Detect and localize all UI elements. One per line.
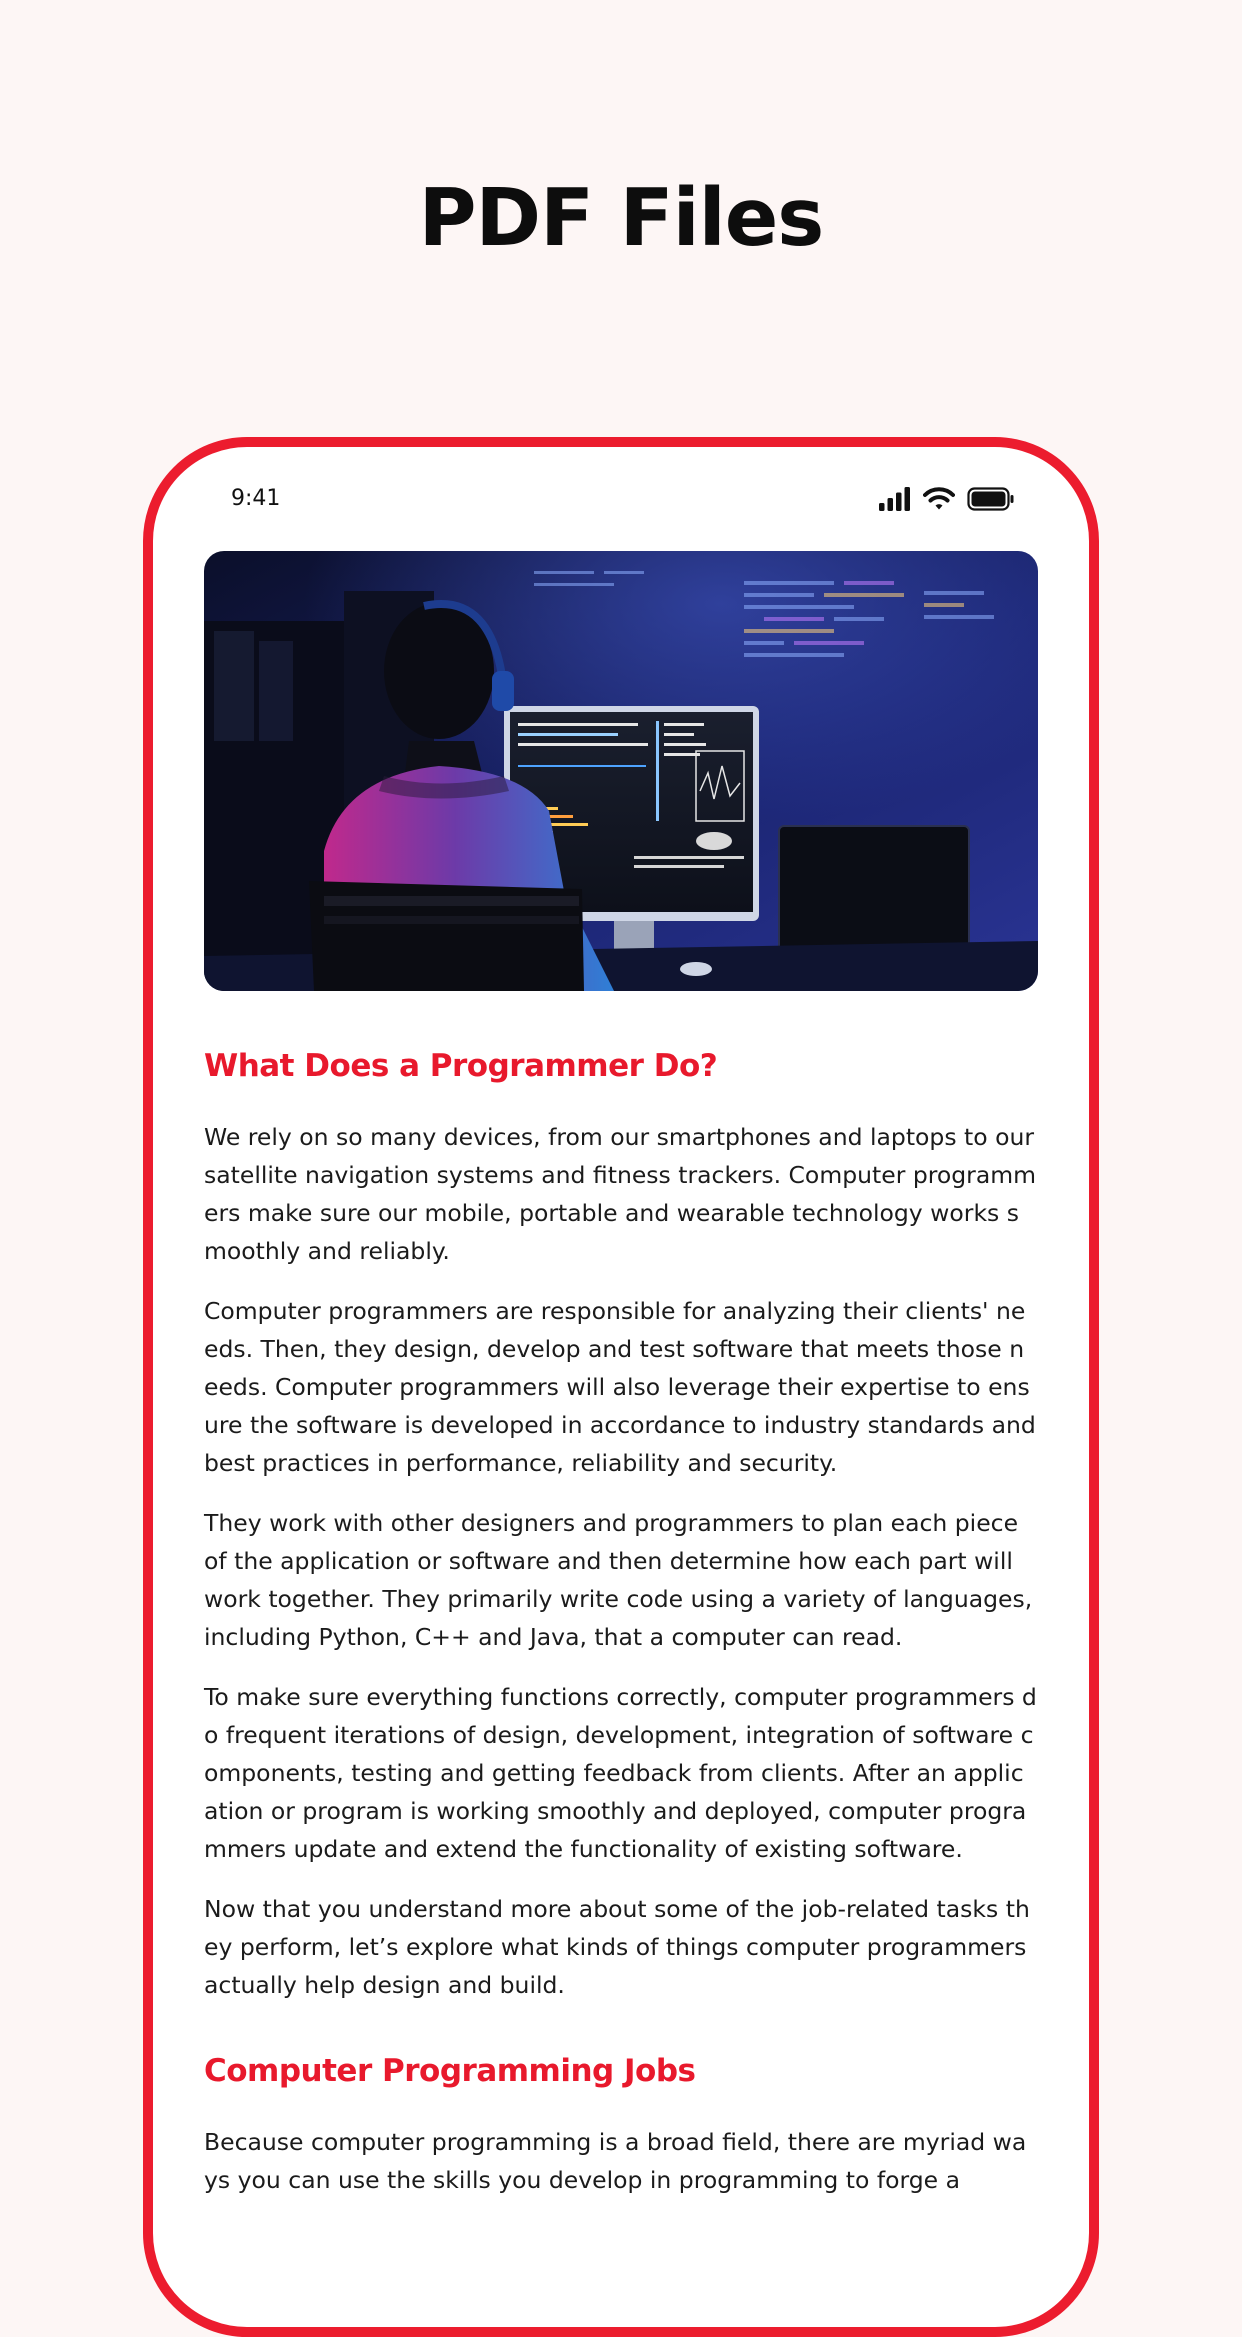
paragraph: To make sure everything functions correctly, computer programmers do frequent iterations of design, development, integration of software components, testing and getting feedback from clients. After an application or program is working smoothly and deployed, computer programmers update and extend the functionality of existing software. (204, 1683, 1037, 1863)
cellular-signal-icon (879, 486, 913, 512)
paragraph: Now that you understand more about some of the job-related tasks they perform, let’s explore what kinds of things computer programmers actually help design and build. (204, 1895, 1030, 1999)
hero-image (204, 551, 1038, 991)
status-icons (879, 486, 1019, 512)
section-heading-programmer: What Does a Programmer Do? (204, 1048, 718, 1084)
section-heading-jobs: Computer Programming Jobs (204, 2053, 696, 2089)
paragraph: They work with other designers and programmers to plan each piece of the application or software and then determine how each part will work together. They primarily write code using a variety of languages, including Python, C++ and Java, that a computer can read. (204, 1509, 1033, 1651)
paragraph: Because computer programming is a broad field, there are myriad ways you can use the skills you develop in programming to forge a (204, 2128, 1027, 2194)
page-title: PDF Files (418, 172, 824, 264)
status-bar (153, 447, 1089, 547)
status-time: 9:41 (231, 486, 281, 511)
paragraph: Computer programmers are responsible for analyzing their clients' needs. Then, they design, develop and test software that meets those needs. Computer programmers will also leverage their expertise to ensure the software is developed in accordance to industry standards and best practices in performance, reliability and security. (204, 1297, 1036, 1477)
programmer-at-computer-photo (204, 551, 1038, 991)
article-content (204, 551, 1038, 2199)
phone-frame (143, 437, 1099, 2337)
wifi-icon (923, 486, 955, 512)
paragraph: We rely on so many devices, from our smartphones and laptops to our satellite navigation systems and fitness trackers. Computer programmers make sure our mobile, portable and wearable technology works smoothly and reliably. (204, 1123, 1037, 1265)
battery-icon (967, 486, 1015, 512)
